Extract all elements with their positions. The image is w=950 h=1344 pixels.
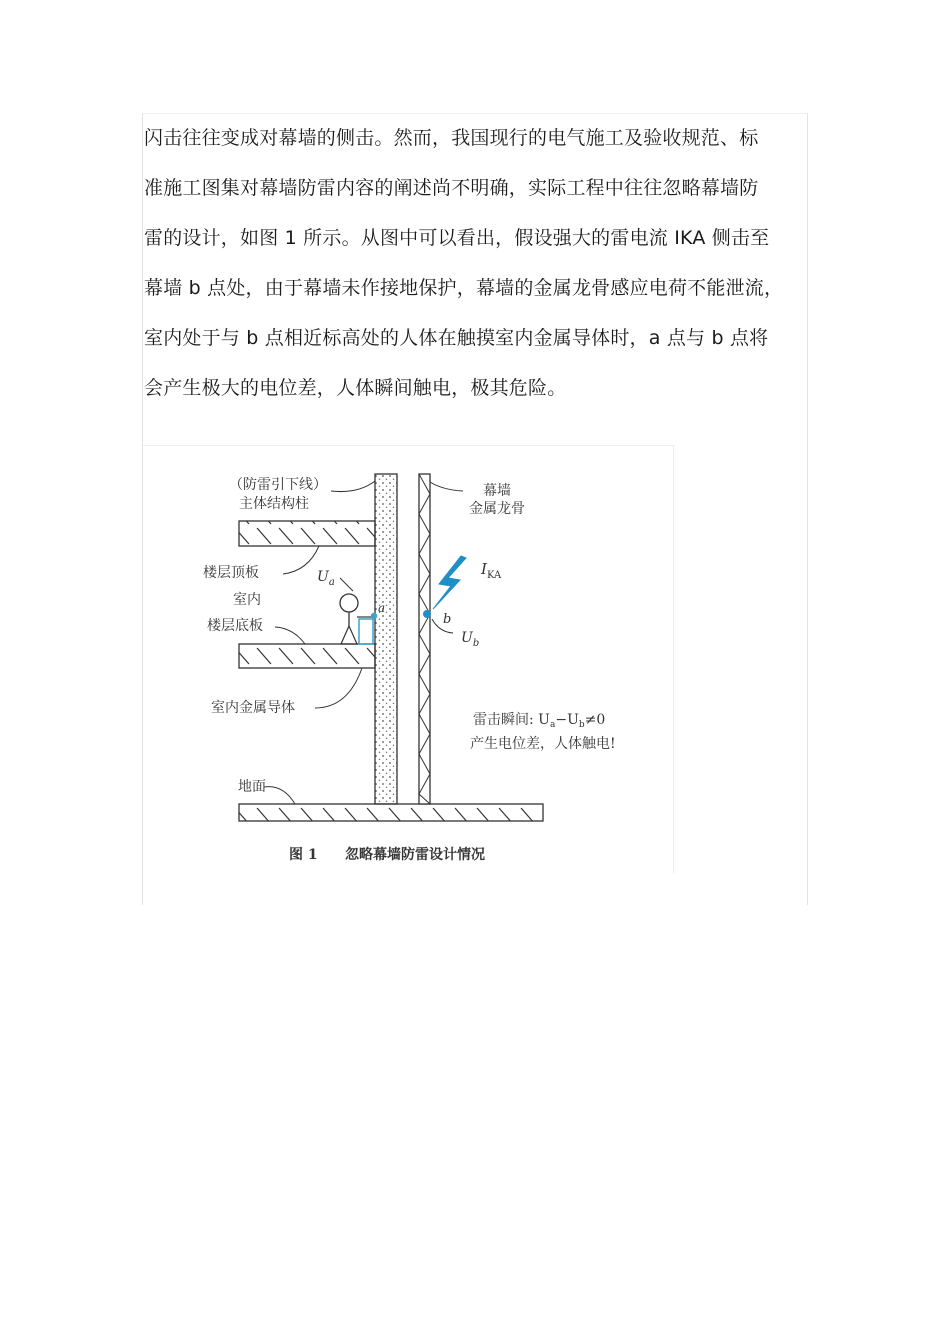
paragraph-line: 准施工图集对幕墙防雷内容的阐述尚不明确，实际工程中往往忽略幕墙防 <box>144 177 759 199</box>
point-b-dot <box>423 610 431 618</box>
lightning-diagram <box>143 446 674 874</box>
floor-slab <box>239 644 375 668</box>
paragraph-line: 幕墙 b 点处，由于幕墙未作接地保护，幕墙的金属龙骨感应电荷不能泄流， <box>144 277 784 299</box>
label-metal-keel: 金属龙骨 <box>469 501 525 517</box>
paragraph-line: 闪击往往变成对幕墙的侧击。然而，我国现行的电气施工及验收规范、标 <box>144 127 759 149</box>
label-floor-ceiling: 楼层顶板 <box>203 565 259 581</box>
label-strike-consequence: 产生电位差，人体触电! <box>470 736 616 752</box>
curtain-wall-keel <box>419 474 430 804</box>
label-indoor-conductor: 室内金属导体 <box>211 700 295 716</box>
label-indoor: 室内 <box>233 592 261 608</box>
label-point-b: b <box>443 612 452 627</box>
label-ground: 地面 <box>238 779 266 795</box>
label-curtain-wall: 幕墙 <box>483 483 511 499</box>
label-lightning-downlead: （防雷引下线） <box>229 477 327 493</box>
indoor-metal-conductor <box>359 619 373 644</box>
paragraph-line: 会产生极大的电位差，人体瞬间触电，极其危险。 <box>144 377 567 399</box>
lightning-bolt-icon <box>433 556 466 609</box>
paragraph-line: 室内处于与 b 点相近标高处的人体在触摸室内金属导体时，a 点与 b 点将 <box>144 327 769 349</box>
structural-column <box>375 474 397 804</box>
label-ua: $U_a$ <box>317 569 335 588</box>
body-paragraph <box>144 113 814 413</box>
label-strike-note: 雷击瞬间: $U_a-U_b\ne 0$ <box>473 712 606 730</box>
label-main-column: 主体结构柱 <box>239 496 309 512</box>
paragraph-line: 雷的设计，如图 1 所示。从图中可以看出，假设强大的雷电流 IKA 侧击至 <box>144 227 770 249</box>
figure-caption-number: 图 1 <box>289 847 318 863</box>
ceiling-slab <box>239 521 375 546</box>
label-ub: $U_b$ <box>461 630 480 649</box>
label-point-a: a <box>378 601 386 615</box>
label-floor-base: 楼层底板 <box>207 618 263 634</box>
point-a-dot <box>371 613 377 619</box>
ground-slab <box>239 804 543 821</box>
figure-1 <box>143 445 674 873</box>
figure-caption-text: 忽略幕墙防雷设计情况 <box>345 847 485 863</box>
label-ika: $I_{KA}$ <box>481 560 502 581</box>
